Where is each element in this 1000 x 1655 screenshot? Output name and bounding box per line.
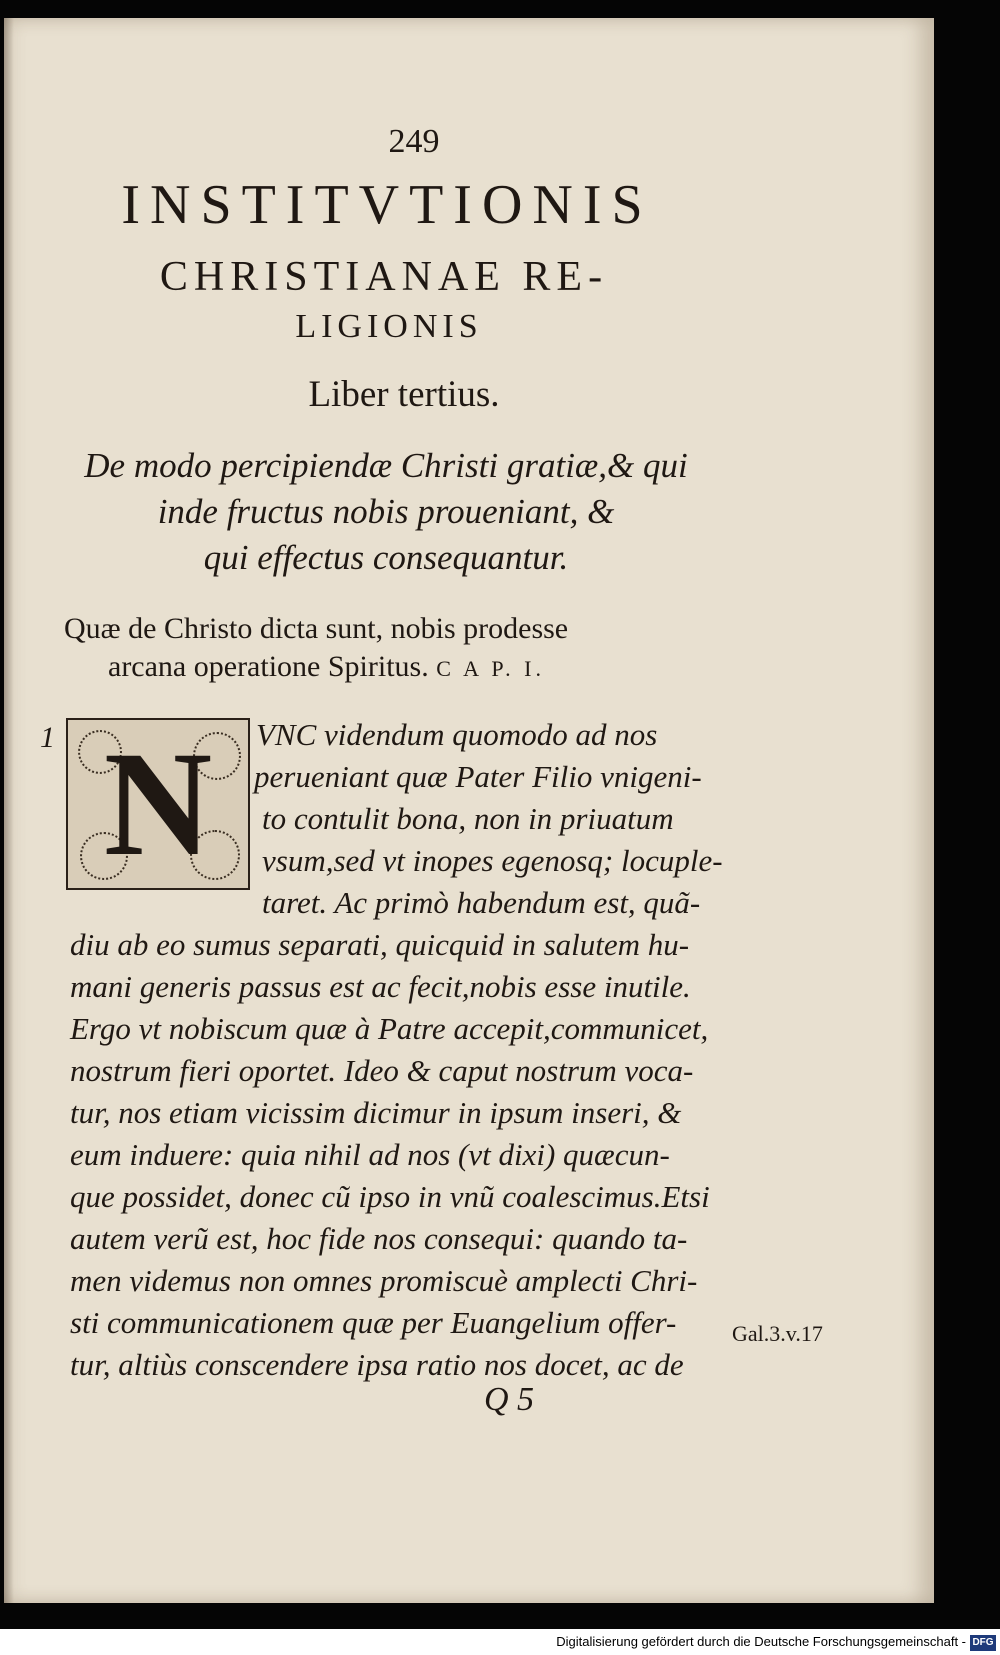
- heading-line: qui effectus consequantur.: [203, 538, 569, 577]
- paragraph-number: 1: [40, 721, 55, 754]
- page-title: INSTITVTIONIS: [121, 174, 653, 236]
- body-line: diu ab eo sumus separati, quicquid in salutem hu-: [70, 927, 690, 962]
- body-line: perueniant quæ Pater Filio vnigeni-: [254, 759, 702, 794]
- decorated-initial: [66, 718, 250, 890]
- book-page: [4, 18, 934, 1603]
- chapter-title: [64, 610, 724, 688]
- catchword: Q 5: [484, 1381, 535, 1418]
- chapter-title-line-2: arcana operatione Spiritus.: [108, 650, 429, 683]
- chapter-label: C A P. I.: [436, 656, 545, 681]
- dfg-logo: DFG: [970, 1635, 996, 1651]
- body-line: taret. Ac primò habendum est, quã-: [262, 885, 701, 920]
- body-line: Ergo vt nobiscum quæ à Patre accepit,communicet,: [70, 1011, 709, 1046]
- body-line: eum induere: quia nihil ad nos (vt dixi) quæcun-: [70, 1137, 670, 1172]
- body-line: mani generis passus est ac fecit,nobis esse inutile.: [70, 969, 691, 1004]
- margin-note: Gal.3.v.17: [732, 1321, 823, 1346]
- body-line: autem verũ est, hoc fide nos consequi: quando ta-: [70, 1221, 688, 1256]
- body-line: que possidet, donec cũ ipso in vnũ coalescimus.Etsi: [70, 1179, 710, 1214]
- body-line: to contulit bona, non in priuatum: [262, 801, 674, 836]
- chapter-title-line-1: Quæ de Christo dicta sunt, nobis prodesse: [64, 612, 569, 645]
- subtitle-line-2: LIGIONIS: [295, 308, 483, 345]
- body-line: men videmus non omnes promiscuè amplecti Chri-: [70, 1263, 698, 1298]
- initial-letter: N: [103, 721, 213, 887]
- heading-line: inde fructus nobis proueniant, &: [157, 492, 615, 531]
- subtitle-line-1: CHRISTIANAE RE-: [159, 254, 609, 300]
- footer-bar: [0, 1629, 1000, 1655]
- book-label: Liber tertius.: [308, 374, 500, 415]
- section-heading: [46, 443, 726, 581]
- body-line: VNC videndum quomodo ad nos: [256, 717, 658, 752]
- body-line: tur, altiùs conscendere ipsa ratio nos docet, ac de: [70, 1347, 684, 1382]
- body-line: nostrum fieri oportet. Ideo & caput nostrum voca-: [70, 1053, 694, 1088]
- heading-line: De modo percipiendæ Christi gratiæ,& qui: [84, 446, 688, 485]
- body-line: sti communicationem quæ per Euangelium offer-: [70, 1305, 677, 1340]
- page-number: 249: [388, 123, 440, 160]
- chapter-title-line-2-wrap: [64, 648, 724, 688]
- page-gutter-shadow: [4, 18, 14, 1603]
- body-line: vsum,sed vt inopes egenosq; locuple-: [262, 843, 723, 878]
- footer-credit: Digitalisierung gefördert durch die Deutsche Forschungsgemeinschaft -: [556, 1634, 966, 1649]
- body-line: tur, nos etiam vicissim dicimur in ipsum inseri, &: [70, 1095, 682, 1130]
